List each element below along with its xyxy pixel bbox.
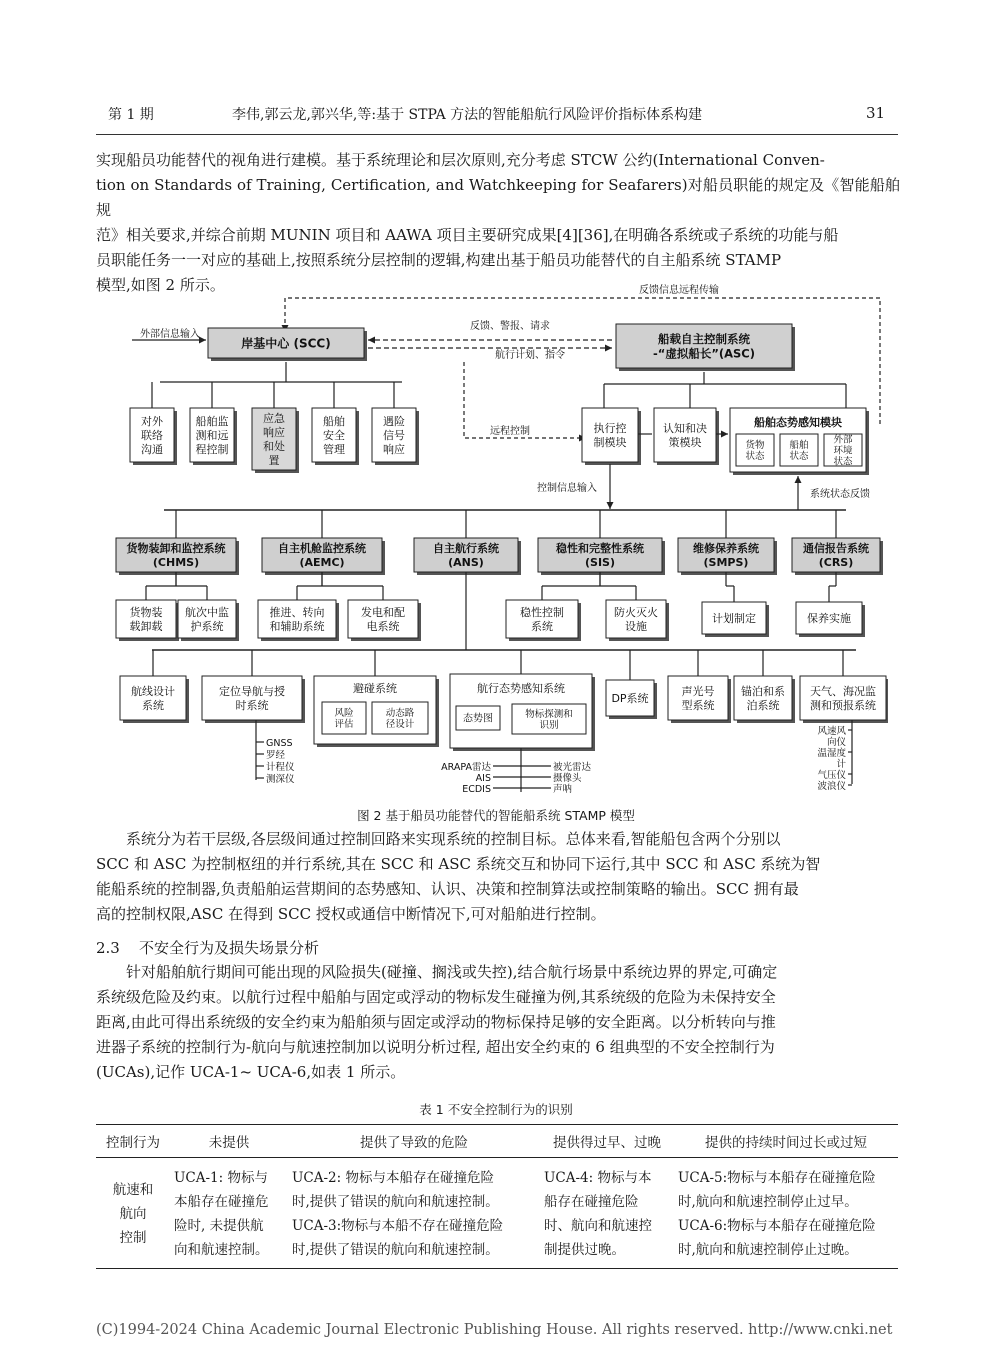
risk-assessment-box-label: 评估 bbox=[334, 718, 354, 730]
mooring-system-box-label: 锚泊和系 bbox=[741, 684, 785, 698]
exec-module-box-label: 制模块 bbox=[593, 435, 627, 449]
awareness-sensor-label: AIS bbox=[475, 773, 491, 784]
scc-subsystem-box-label: 遇险 bbox=[383, 414, 405, 428]
route-system-box-label: 航线设计 bbox=[131, 684, 175, 698]
level3-box-label: 货物装 bbox=[129, 605, 163, 619]
cell-text: UCA-3:物标与本船不存在碰撞危险 bbox=[292, 1218, 504, 1234]
positioning-sensor-label: 罗经 bbox=[266, 750, 286, 761]
awareness-module-title: 船舶态势感知模块 bbox=[754, 416, 842, 429]
paragraph-system-levels bbox=[96, 827, 900, 927]
text-line: 进器子系统的控制行为-航向与航速控制加以说明分析过程, 超出安全约束的 6 组典型的不安全控制行为 bbox=[96, 1038, 775, 1056]
cell-text: 本船存在碰撞危 bbox=[174, 1194, 269, 1210]
awareness-sensor-label: 声呐 bbox=[553, 784, 573, 795]
issue-number: 第 1 期 bbox=[108, 107, 154, 123]
system-feedback-label: 系统状态反馈 bbox=[810, 489, 870, 500]
table-header-row bbox=[96, 1125, 898, 1158]
cell-text: UCA-2: 物标与本船存在碰撞危险 bbox=[292, 1170, 494, 1186]
level3-box-label: 航次中监 bbox=[185, 605, 229, 619]
awareness-item-box-label: 货物 bbox=[745, 439, 765, 451]
level3-box-label: 推进、转向 bbox=[269, 605, 325, 619]
awareness-item-box-label: 外部 bbox=[833, 434, 853, 446]
table-cell bbox=[674, 1158, 898, 1269]
text-line: 模型,如图 2 所示。 bbox=[96, 276, 225, 294]
positioning-sensor-label: GNSS bbox=[266, 738, 293, 749]
scc-subsystem-box-label: 联络 bbox=[141, 428, 163, 442]
header-rule bbox=[96, 134, 898, 135]
main-system-box-label: 自主航行系统 bbox=[433, 541, 499, 555]
running-title: 李伟,郭云龙,郭兴华,等:基于 STPA 方法的智能船航行风险评价指标体系构建 bbox=[232, 107, 703, 123]
cell-text: 时、航向和航速控 bbox=[544, 1218, 652, 1234]
main-system-box-label: (CHMS) bbox=[152, 555, 200, 569]
paragraph-intro bbox=[96, 148, 900, 298]
stamp-model-figure bbox=[112, 284, 888, 796]
stamp-diagram bbox=[112, 284, 888, 796]
main-system-box-label: (AEMC) bbox=[299, 555, 345, 569]
positioning-sensor-label: 测深仪 bbox=[266, 774, 295, 785]
weather-sensor-label: 风速风 bbox=[817, 726, 846, 737]
copyright-footer: (C)1994-2024 China Academic Journal Electronic Publishing House. All rights reserved. http://www.cnki.net bbox=[96, 1322, 893, 1338]
avoidance-title: 避碰系统 bbox=[353, 682, 397, 695]
cell-text: 船存在碰撞危险 bbox=[544, 1194, 639, 1210]
cell-text: 制提供过晚。 bbox=[544, 1242, 625, 1258]
text-line: 员职能任务一一对应的基础上,按照系统分层控制的逻辑,构建出基于船员功能替代的自主船系统 STAMP bbox=[96, 251, 782, 269]
awareness-sensor-label: 摄像头 bbox=[553, 773, 582, 784]
asc-box-label: 船载自主控制系统 bbox=[658, 331, 750, 346]
table-header-cell: 提供了导致的危险 bbox=[288, 1125, 540, 1158]
awareness-item-box-label: 环境 bbox=[833, 445, 853, 457]
scc-subsystem-box-label: 沟通 bbox=[141, 442, 163, 456]
positioning-sensor-label: 计程仪 bbox=[266, 762, 295, 773]
main-system-box-label: 自主机舱监控系统 bbox=[278, 541, 366, 555]
level3-box-label: 护系统 bbox=[190, 619, 224, 633]
main-system-box-label: 维修保养系统 bbox=[693, 541, 759, 555]
table-cell bbox=[288, 1158, 540, 1269]
level3-box-label: 防火灭火 bbox=[614, 605, 658, 619]
uca-table bbox=[96, 1124, 898, 1269]
scc-subsystem-box-label: 测和远 bbox=[195, 428, 229, 442]
level3-box-label: 载卸载 bbox=[129, 619, 163, 633]
target-detection-box-label: 识别 bbox=[539, 719, 559, 731]
text-line: 距离,由此可得出系统级的安全约束为船舶须与固定或浮动的物标保持足够的安全距离。以分析转向与推 bbox=[96, 1013, 776, 1031]
awareness-item-box-label: 船舶 bbox=[789, 439, 809, 451]
scc-box-label: 岸基中心 (SCC) bbox=[241, 336, 331, 351]
level3-box-label: 和辅助系统 bbox=[269, 619, 325, 633]
awareness-sensor-label: 被光雷达 bbox=[553, 762, 592, 773]
nav-awareness-title: 航行态势感知系统 bbox=[477, 682, 565, 695]
cell-text: UCA-1: 物标与 bbox=[174, 1170, 268, 1186]
dynamic-path-box-label: 径设计 bbox=[385, 718, 415, 730]
level3-box-label: 系统 bbox=[531, 619, 553, 633]
main-system-box-label: (ANS) bbox=[448, 555, 484, 569]
awareness-sensor-label: ARAPA雷达 bbox=[441, 762, 491, 773]
paragraph-uca-analysis bbox=[96, 960, 900, 1085]
table-header-cell: 提供的持续时间过长或过短 bbox=[674, 1125, 898, 1158]
awareness-item-box-label: 状态 bbox=[833, 456, 853, 468]
control-input-label: 控制信息输入 bbox=[537, 483, 597, 494]
asc-box-label: -“虚拟船长”(ASC) bbox=[652, 346, 756, 361]
text-line: 实现船员功能替代的视角进行建模。基于系统理论和层次原则,充分考虑 STCW 公约(International Conven- bbox=[96, 151, 825, 169]
situation-map-box-label: 态势图 bbox=[463, 713, 493, 725]
cell-text: 控制 bbox=[119, 1230, 147, 1246]
cell-text: UCA-4: 物标与本 bbox=[544, 1170, 652, 1186]
scc-subsystem-box-label: 置 bbox=[268, 453, 280, 467]
mooring-system-box-label: 泊系统 bbox=[746, 698, 780, 712]
scc-subsystem-box-label: 安全 bbox=[323, 428, 345, 442]
scc-subsystem-box-label: 信号 bbox=[383, 428, 405, 442]
cognition-module-box-label: 认知和决 bbox=[663, 421, 707, 435]
figure-caption: 图 2 基于船员功能替代的智能船系统 STAMP 模型 bbox=[357, 808, 635, 823]
text-line: 范》相关要求,并综合前期 MUNIN 项目和 AAWA 项目主要研究成果[4][36],在明确各系统或子系统的功能与船 bbox=[96, 226, 839, 244]
exec-module-box-label: 执行控 bbox=[593, 421, 627, 435]
weather-sensor-label: 向仪 bbox=[826, 737, 846, 748]
row-label-cell bbox=[96, 1158, 170, 1269]
scc-subsystem-box-label: 响应 bbox=[383, 442, 405, 456]
level3-box-label: 设施 bbox=[625, 619, 647, 633]
main-system-box-label: 通信报告系统 bbox=[803, 541, 869, 555]
remote-feedback-label: 反馈信息远程传输 bbox=[639, 285, 719, 296]
scc-subsystem-box-label: 管理 bbox=[323, 442, 345, 456]
main-system-box-label: (SMPS) bbox=[703, 555, 749, 569]
main-system-box-label: (CRS) bbox=[818, 555, 854, 569]
dynamic-path-box-label: 动态路 bbox=[385, 707, 415, 719]
positioning-system-box-label: 定位导航与授 bbox=[219, 684, 285, 698]
cognition-module-box-label: 策模块 bbox=[668, 435, 702, 449]
page-number: 31 bbox=[866, 104, 886, 122]
table-header-cell: 提供得过早、过晚 bbox=[540, 1125, 674, 1158]
dp-system-box-label: DP系统 bbox=[611, 691, 649, 705]
text-line: tion on Standards of Training, Certification, and Watchkeeping for Seafarers)对船员职能的规定及《智能船舶规 bbox=[96, 176, 900, 219]
scc-subsystem-box-label: 应急 bbox=[263, 411, 285, 425]
cell-text: UCA-5:物标与本船存在碰撞危险 bbox=[678, 1170, 876, 1186]
cell-text: 险时, 未提供航 bbox=[174, 1218, 264, 1234]
route-system-box-label: 系统 bbox=[142, 698, 164, 712]
level3-box-label: 保养实施 bbox=[807, 611, 851, 625]
cell-text: 时,航向和航速控制停止过早。 bbox=[678, 1194, 858, 1210]
weather-sensor-label: 气压仪 bbox=[817, 770, 846, 781]
weather-sensor-label: 计 bbox=[836, 759, 846, 770]
text-line: 针对船舶航行期间可能出现的风险损失(碰撞、搁浅或失控),结合航行场景中系统边界的界定,可确定 bbox=[126, 963, 778, 981]
table-header-cell: 控制行为 bbox=[96, 1125, 170, 1158]
scc-subsystem-box-label: 船舶 bbox=[323, 414, 345, 428]
text-line: 高的控制权限,ASC 在得到 SCC 授权或通信中断情况下,可对船舶进行控制。 bbox=[96, 905, 606, 923]
main-system-box-label: 稳性和完整性系统 bbox=[556, 541, 644, 555]
level3-box-label: 电系统 bbox=[366, 619, 400, 633]
table-caption: 表 1 不安全控制行为的识别 bbox=[419, 1102, 573, 1117]
section-title: 不安全行为及损失场景分析 bbox=[138, 939, 319, 957]
cell-text: 时,提供了错误的航向和航速控制。 bbox=[292, 1194, 499, 1210]
cell-text: UCA-6:物标与本船存在碰撞危险 bbox=[678, 1218, 876, 1234]
level3-box-label: 计划制定 bbox=[712, 611, 756, 625]
risk-assessment-box-label: 风险 bbox=[334, 707, 354, 719]
weather-sensor-label: 温湿度 bbox=[817, 748, 846, 759]
text-line: 能船系统的控制器,负责船舶运营期间的态势感知、认识、决策和控制算法或控制策略的输出。SCC 拥有最 bbox=[96, 880, 799, 898]
section-heading bbox=[96, 937, 319, 958]
scc-subsystem-box-label: 和处 bbox=[263, 439, 285, 453]
external-input-label: 外部信息输入 bbox=[140, 329, 200, 340]
text-line: 系统分为若干层级,各层级间通过控制回路来实现系统的控制目标。总体来看,智能船包含两个分别以 bbox=[126, 830, 781, 848]
main-system-box-label: (SIS) bbox=[585, 555, 615, 569]
remote-control-label: 远程控制 bbox=[490, 426, 530, 437]
signal-system-box-label: 声光号 bbox=[681, 684, 715, 698]
weather-sensor-label: 波浪仪 bbox=[817, 781, 846, 792]
awareness-item-box-label: 状态 bbox=[745, 450, 765, 462]
text-line: (UCAs),记作 UCA-1~ UCA-6,如表 1 所示。 bbox=[96, 1063, 406, 1081]
scc-subsystem-box-label: 对外 bbox=[141, 414, 163, 428]
section-number: 2.3 bbox=[96, 939, 120, 957]
cell-text: 时,航向和航速控制停止过晚。 bbox=[678, 1242, 858, 1258]
text-line: SCC 和 ASC 为控制枢纽的并行系统,其在 SCC 和 ASC 系统交互和协同下运行,其中 SCC 和 ASC 系统为智 bbox=[96, 855, 821, 873]
awareness-sensor-label: ECDIS bbox=[462, 784, 491, 795]
cell-text: 时,提供了错误的航向和航速控制。 bbox=[292, 1242, 499, 1258]
target-detection-box-label: 物标探测和 bbox=[525, 708, 573, 720]
plan-label: 航行计划、指令 bbox=[495, 350, 565, 361]
scc-subsystem-box-label: 响应 bbox=[263, 425, 285, 439]
weather-system-box-label: 天气、海况监 bbox=[810, 684, 876, 698]
table-cell bbox=[170, 1158, 288, 1269]
table-header-cell: 未提供 bbox=[170, 1125, 288, 1158]
positioning-system-box-label: 时系统 bbox=[235, 698, 269, 712]
signal-system-box-label: 型系统 bbox=[681, 698, 715, 712]
text-line: 系统级危险及约束。以航行过程中船舶与固定或浮动的物标发生碰撞为例,其系统级的危险为未保持安全 bbox=[96, 988, 776, 1006]
level3-box-label: 发电和配 bbox=[361, 605, 405, 619]
cell-text: 航向 bbox=[119, 1206, 147, 1222]
table-row bbox=[96, 1158, 898, 1269]
main-system-box-label: 货物装卸和监控系统 bbox=[126, 541, 226, 555]
cell-text: 航速和 bbox=[112, 1182, 154, 1198]
weather-system-box-label: 测和预报系统 bbox=[810, 698, 876, 712]
scc-subsystem-box-label: 船舶监 bbox=[195, 414, 229, 428]
feedback-label: 反馈、警报、请求 bbox=[470, 321, 550, 332]
table-cell bbox=[540, 1158, 674, 1269]
awareness-item-box-label: 状态 bbox=[789, 450, 809, 462]
cell-text: 向和航速控制。 bbox=[174, 1242, 269, 1258]
scc-subsystem-box-label: 程控制 bbox=[195, 442, 229, 456]
level3-box-label: 稳性控制 bbox=[520, 605, 564, 619]
